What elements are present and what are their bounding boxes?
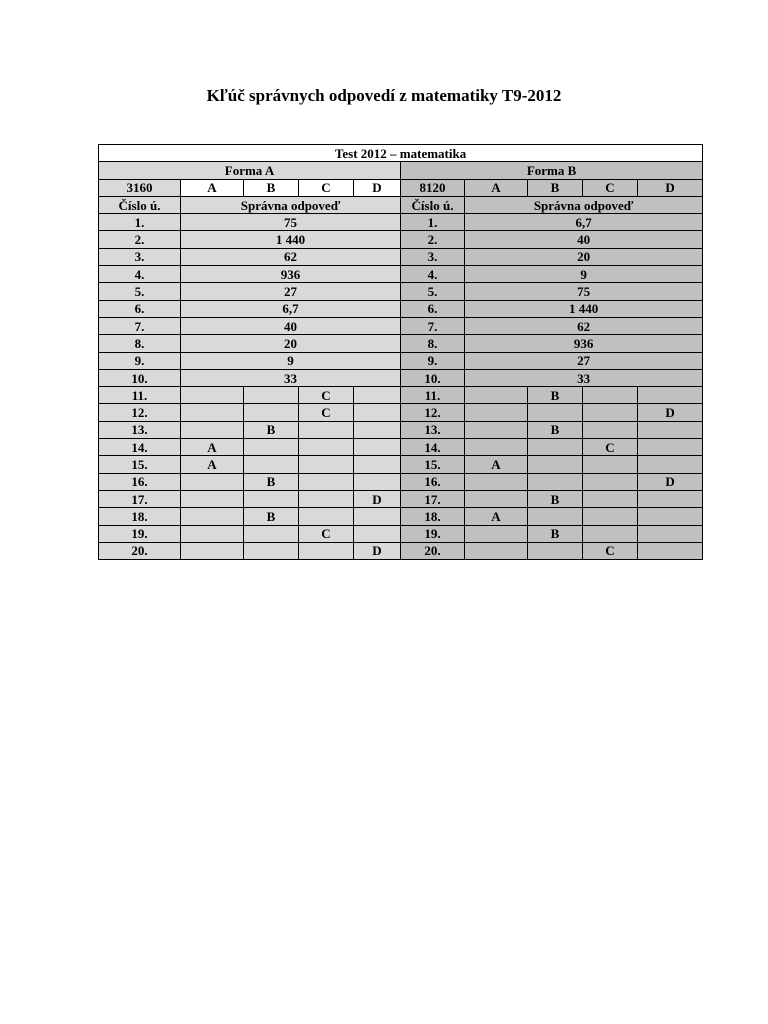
form-b-option-cell xyxy=(528,542,583,559)
form-a-header: Forma A xyxy=(99,162,401,179)
form-a-option-a: A xyxy=(181,179,244,196)
table-row xyxy=(99,404,703,421)
form-a-open-answer: 6,7 xyxy=(181,300,401,317)
form-b-header: Forma B xyxy=(401,162,703,179)
form-b-option-cell: B xyxy=(528,421,583,438)
form-a-open-answer: 1 440 xyxy=(181,231,401,248)
form-b-number-header: Číslo ú. xyxy=(401,196,465,213)
form-a-question-number: 6. xyxy=(99,300,181,317)
form-a-open-answer: 936 xyxy=(181,266,401,283)
form-b-option-cell xyxy=(583,508,638,525)
form-b-option-cell xyxy=(465,490,528,507)
form-a-question-number: 3. xyxy=(99,248,181,265)
form-b-option-cell xyxy=(638,456,703,473)
form-b-question-number: 10. xyxy=(401,369,465,386)
form-b-option-cell xyxy=(583,404,638,421)
form-b-option-cell xyxy=(583,456,638,473)
form-b-open-answer: 75 xyxy=(465,283,703,300)
form-b-option-cell: B xyxy=(528,387,583,404)
form-b-open-answer: 936 xyxy=(465,335,703,352)
form-a-question-number: 15. xyxy=(99,456,181,473)
form-a-question-number: 4. xyxy=(99,266,181,283)
form-a-answer-header: Správna odpoveď xyxy=(181,196,401,213)
table-row xyxy=(99,300,703,317)
form-a-option-cell: B xyxy=(244,421,299,438)
form-a-option-cell: B xyxy=(244,473,299,490)
form-a-question-number: 1. xyxy=(99,214,181,231)
form-b-question-number: 2. xyxy=(401,231,465,248)
form-a-option-cell xyxy=(181,404,244,421)
form-b-option-cell xyxy=(465,473,528,490)
form-a-option-cell xyxy=(299,456,354,473)
form-b-option-cell xyxy=(583,525,638,542)
form-b-option-cell xyxy=(528,473,583,490)
form-a-option-cell xyxy=(244,456,299,473)
form-a-option-cell xyxy=(354,387,401,404)
form-a-question-number: 10. xyxy=(99,369,181,386)
form-b-option-cell: C xyxy=(583,542,638,559)
table-row xyxy=(99,317,703,334)
form-a-option-cell xyxy=(181,473,244,490)
form-a-option-cell xyxy=(181,421,244,438)
table-row xyxy=(99,542,703,559)
table-row xyxy=(99,352,703,369)
code-row xyxy=(99,179,703,196)
page-title: Kľúč správnych odpovedí z matematiky T9-2012 xyxy=(206,86,562,105)
form-a-option-cell xyxy=(354,525,401,542)
form-a-option-cell xyxy=(244,542,299,559)
form-b-question-number: 15. xyxy=(401,456,465,473)
form-b-option-d: D xyxy=(638,179,703,196)
form-a-option-cell xyxy=(299,421,354,438)
form-a-option-cell: C xyxy=(299,525,354,542)
table-row xyxy=(99,490,703,507)
form-a-option-cell xyxy=(181,525,244,542)
form-a-option-d: D xyxy=(354,179,401,196)
form-a-question-number: 2. xyxy=(99,231,181,248)
form-b-option-cell xyxy=(583,473,638,490)
form-a-question-number: 19. xyxy=(99,525,181,542)
form-a-option-cell xyxy=(299,542,354,559)
form-b-question-number: 14. xyxy=(401,439,465,456)
form-a-option-cell: C xyxy=(299,387,354,404)
table-row xyxy=(99,456,703,473)
form-a-option-c: C xyxy=(299,179,354,196)
table-row xyxy=(99,369,703,386)
form-a-option-cell: A xyxy=(181,439,244,456)
form-a-option-cell xyxy=(244,404,299,421)
form-a-option-cell xyxy=(354,404,401,421)
form-a-question-number: 9. xyxy=(99,352,181,369)
form-b-option-cell xyxy=(638,387,703,404)
form-b-option-cell xyxy=(465,404,528,421)
form-b-open-answer: 20 xyxy=(465,248,703,265)
form-b-question-number: 13. xyxy=(401,421,465,438)
form-a-open-answer: 9 xyxy=(181,352,401,369)
column-header-row xyxy=(99,196,703,213)
form-b-question-number: 1. xyxy=(401,214,465,231)
form-b-option-cell xyxy=(583,387,638,404)
form-b-question-number: 20. xyxy=(401,542,465,559)
form-a-option-cell xyxy=(354,421,401,438)
form-b-option-cell xyxy=(465,525,528,542)
form-a-option-cell xyxy=(299,490,354,507)
form-a-option-cell xyxy=(244,439,299,456)
form-b-option-cell xyxy=(638,508,703,525)
table-row xyxy=(99,439,703,456)
table-row xyxy=(99,508,703,525)
table-row xyxy=(99,421,703,438)
form-a-option-cell xyxy=(299,508,354,525)
form-a-option-cell xyxy=(244,525,299,542)
form-b-option-cell xyxy=(528,456,583,473)
form-b-option-cell xyxy=(638,542,703,559)
form-b-option-cell xyxy=(583,421,638,438)
table-row xyxy=(99,266,703,283)
form-a-option-cell: B xyxy=(244,508,299,525)
form-a-code: 3160 xyxy=(99,179,181,196)
form-a-open-answer: 33 xyxy=(181,369,401,386)
form-a-option-cell xyxy=(181,542,244,559)
form-b-question-number: 18. xyxy=(401,508,465,525)
form-a-question-number: 16. xyxy=(99,473,181,490)
form-a-option-cell xyxy=(354,473,401,490)
form-b-option-cell: D xyxy=(638,404,703,421)
form-b-open-answer: 27 xyxy=(465,352,703,369)
form-a-question-number: 17. xyxy=(99,490,181,507)
form-b-option-cell: A xyxy=(465,456,528,473)
form-a-question-number: 18. xyxy=(99,508,181,525)
table-row xyxy=(99,231,703,248)
table-row xyxy=(99,387,703,404)
form-b-option-cell: B xyxy=(528,525,583,542)
form-b-option-cell xyxy=(638,525,703,542)
form-a-option-cell xyxy=(299,473,354,490)
table-row xyxy=(99,214,703,231)
form-b-question-number: 12. xyxy=(401,404,465,421)
form-b-code: 8120 xyxy=(401,179,465,196)
form-b-question-number: 7. xyxy=(401,317,465,334)
table-row xyxy=(99,335,703,352)
form-b-question-number: 16. xyxy=(401,473,465,490)
form-a-option-cell xyxy=(181,490,244,507)
form-a-question-number: 20. xyxy=(99,542,181,559)
form-b-option-cell: D xyxy=(638,473,703,490)
form-a-number-header: Číslo ú. xyxy=(99,196,181,213)
form-a-open-answer: 75 xyxy=(181,214,401,231)
form-a-question-number: 14. xyxy=(99,439,181,456)
form-b-open-answer: 40 xyxy=(465,231,703,248)
form-a-open-answer: 62 xyxy=(181,248,401,265)
form-header-row xyxy=(99,162,703,179)
form-b-open-answer: 6,7 xyxy=(465,214,703,231)
form-b-option-cell xyxy=(528,439,583,456)
form-b-option-cell xyxy=(528,404,583,421)
form-b-option-cell xyxy=(465,387,528,404)
form-a-question-number: 5. xyxy=(99,283,181,300)
form-a-question-number: 8. xyxy=(99,335,181,352)
form-a-option-cell: C xyxy=(299,404,354,421)
table-row xyxy=(99,248,703,265)
form-a-question-number: 12. xyxy=(99,404,181,421)
form-a-option-cell xyxy=(354,439,401,456)
form-b-open-answer: 9 xyxy=(465,266,703,283)
form-b-option-cell: C xyxy=(583,439,638,456)
table-row xyxy=(99,283,703,300)
form-a-open-answer: 27 xyxy=(181,283,401,300)
answer-key-table xyxy=(98,144,703,560)
table-row xyxy=(99,525,703,542)
form-b-option-cell xyxy=(638,421,703,438)
form-b-question-number: 4. xyxy=(401,266,465,283)
form-a-option-cell xyxy=(354,456,401,473)
form-a-option-cell xyxy=(244,387,299,404)
form-a-option-cell xyxy=(354,508,401,525)
form-b-option-b: B xyxy=(528,179,583,196)
form-b-option-cell: A xyxy=(465,508,528,525)
form-b-option-cell xyxy=(638,490,703,507)
form-b-question-number: 3. xyxy=(401,248,465,265)
form-b-option-c: C xyxy=(583,179,638,196)
form-b-question-number: 8. xyxy=(401,335,465,352)
caption-row xyxy=(99,145,703,162)
form-a-option-cell: A xyxy=(181,456,244,473)
form-b-question-number: 19. xyxy=(401,525,465,542)
form-a-option-b: B xyxy=(244,179,299,196)
form-a-question-number: 13. xyxy=(99,421,181,438)
form-a-option-cell: D xyxy=(354,542,401,559)
form-b-question-number: 5. xyxy=(401,283,465,300)
table-row xyxy=(99,473,703,490)
form-b-option-cell xyxy=(583,490,638,507)
form-b-answer-header: Správna odpoveď xyxy=(465,196,703,213)
form-a-open-answer: 40 xyxy=(181,317,401,334)
form-b-question-number: 6. xyxy=(401,300,465,317)
form-b-option-cell xyxy=(528,508,583,525)
form-a-option-cell xyxy=(181,387,244,404)
form-a-option-cell xyxy=(181,508,244,525)
form-b-option-cell xyxy=(465,421,528,438)
form-b-question-number: 17. xyxy=(401,490,465,507)
form-a-option-cell xyxy=(244,490,299,507)
form-b-option-cell xyxy=(638,439,703,456)
form-b-option-cell: B xyxy=(528,490,583,507)
form-b-question-number: 11. xyxy=(401,387,465,404)
form-b-open-answer: 62 xyxy=(465,317,703,334)
form-a-question-number: 11. xyxy=(99,387,181,404)
form-a-open-answer: 20 xyxy=(181,335,401,352)
form-b-option-cell xyxy=(465,542,528,559)
form-b-option-cell xyxy=(465,439,528,456)
form-b-open-answer: 1 440 xyxy=(465,300,703,317)
form-b-option-a: A xyxy=(465,179,528,196)
form-a-option-cell xyxy=(299,439,354,456)
form-b-question-number: 9. xyxy=(401,352,465,369)
form-a-question-number: 7. xyxy=(99,317,181,334)
table-caption: Test 2012 – matematika xyxy=(99,145,703,162)
form-a-option-cell: D xyxy=(354,490,401,507)
form-b-open-answer: 33 xyxy=(465,369,703,386)
